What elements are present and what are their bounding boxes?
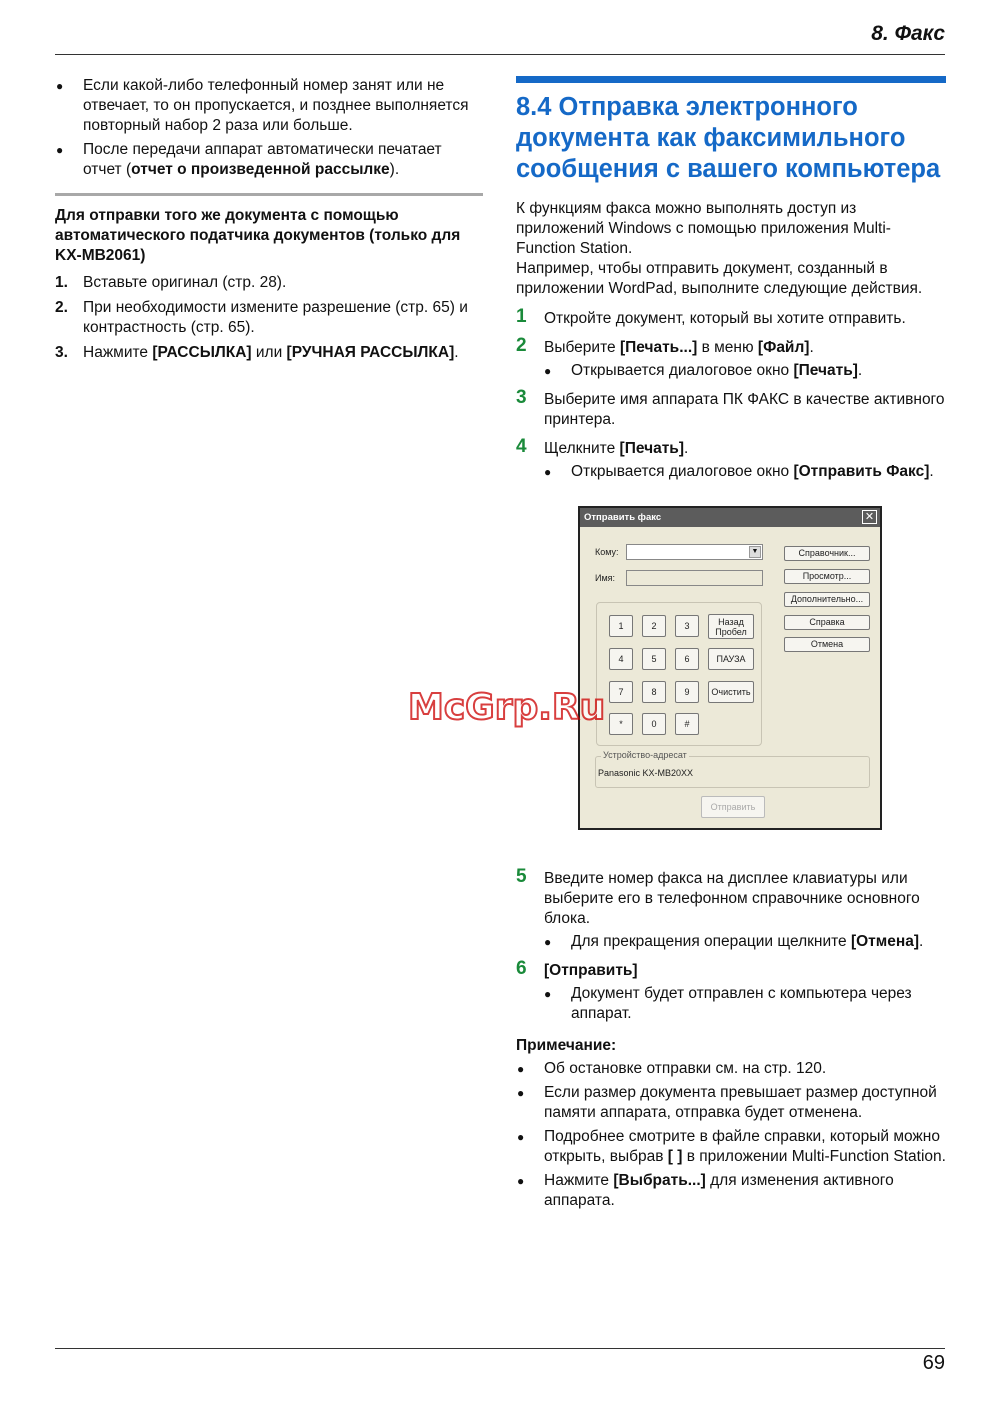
bullet-item: ● Если какой-либо телефонный номер занят или не отвечает, то он пропускается, и позднее выполняется повторный набор 2 раза или больше. — [55, 76, 483, 136]
key-hash[interactable]: # — [675, 713, 699, 735]
destination-group — [595, 750, 870, 788]
numbered-step: 2. При необходимости измените разрешение (стр. 65) и контрастность (стр. 65). — [55, 299, 468, 336]
key-4[interactable]: 4 — [609, 648, 633, 670]
help-button[interactable]: Справка — [784, 615, 870, 630]
key-7[interactable]: 7 — [609, 681, 633, 703]
watermark: McGrp.Ru — [408, 687, 606, 728]
step-sub-bullet: ● Открывается диалоговое окно [Отправить Факс]. — [516, 462, 946, 482]
step-sub-bullet: ● Для прекращения операции щелкните [Отмена]. — [516, 932, 946, 952]
help-icon: [ ] — [667, 1148, 683, 1165]
key-6[interactable]: 6 — [675, 648, 699, 670]
name-field[interactable] — [626, 570, 763, 586]
step-2: 2 Выберите [Печать...] в меню [Файл]. — [516, 335, 814, 356]
bullet-item: ● После передачи аппарат автоматически печатает отчет (отчет о произведенной рассылке). — [55, 140, 483, 180]
step-1: 1 Откройте документ, который вы хотите отправить. — [516, 306, 906, 327]
chevron-down-icon[interactable]: ▼ — [749, 546, 761, 558]
clear-button[interactable]: Очистить — [708, 681, 754, 703]
note-item: ● Нажмите [Выбрать...] для изменения активного аппарата. — [516, 1171, 946, 1211]
cancel-button[interactable]: Отмена — [784, 637, 870, 652]
send-fax-dialog — [578, 506, 882, 830]
step-sub-bullet: ● Документ будет отправлен с компьютера через аппарат. — [516, 984, 946, 1024]
step-6: 6 [Отправить] — [516, 958, 638, 979]
footer-rule — [55, 1348, 945, 1349]
page-header-title: 8. Факс — [871, 22, 945, 45]
to-label: Кому: — [595, 547, 619, 557]
section-title: 8.4 Отправка электронного документа как факсимильного сообщения с вашего компьютера — [516, 93, 941, 183]
numbered-step: 1. Вставьте оригинал (стр. 28). — [55, 274, 287, 291]
phonebook-button[interactable]: Справочник... — [784, 546, 870, 561]
close-icon[interactable]: ✕ — [862, 510, 877, 524]
preview-button[interactable]: Просмотр... — [784, 569, 870, 584]
key-5[interactable]: 5 — [642, 648, 666, 670]
key-3[interactable]: 3 — [675, 615, 699, 637]
key-0[interactable]: 0 — [642, 713, 666, 735]
key-star[interactable]: * — [609, 713, 633, 735]
note-item: ● Если размер документа превышает размер доступной памяти аппарата, отправка будет отменена. — [516, 1083, 946, 1123]
header-rule — [55, 54, 945, 55]
destination-legend: Устройство-адресат — [603, 750, 687, 760]
dialog-title: Отправить факс — [580, 508, 880, 527]
send-button[interactable]: Отправить — [701, 796, 765, 818]
section-rule — [516, 76, 946, 83]
advanced-button[interactable]: Дополнительно... — [784, 592, 870, 607]
pause-button[interactable]: ПАУЗА — [708, 648, 754, 670]
note-item: ● Подробнее смотрите в файле справки, который можно открыть, выбрав [ ] в приложении Multi-Function Station. — [516, 1127, 946, 1167]
intro-paragraph: Например, чтобы отправить документ, созданный в приложении WordPad, выполните следующие действия. — [516, 260, 923, 297]
subheading: Для отправки того же документа с помощью автоматического податчика документов (только для KX-MB2061) — [55, 207, 461, 264]
note-title: Примечание: — [516, 1037, 617, 1054]
numbered-step: 3. Нажмите [РАССЫЛКА] или [РУЧНАЯ РАССЫЛКА]. — [55, 344, 459, 361]
note-item: ● Об остановке отправки см. на стр. 120. — [516, 1059, 946, 1079]
backspace-button[interactable]: Назад Пробел — [708, 614, 754, 639]
key-9[interactable]: 9 — [675, 681, 699, 703]
key-8[interactable]: 8 — [642, 681, 666, 703]
key-1[interactable]: 1 — [609, 615, 633, 637]
left-column — [55, 76, 483, 368]
name-label: Имя: — [595, 573, 616, 583]
page-number: 69 — [922, 1352, 945, 1374]
destination-value: Panasonic KX-MB20XX — [598, 768, 694, 778]
step-4: 4 Щелкните [Печать]. — [516, 436, 689, 457]
key-2[interactable]: 2 — [642, 615, 666, 637]
to-combo[interactable] — [626, 544, 763, 560]
section-divider — [55, 193, 483, 196]
step-3: 3 Выберите имя аппарата ПК ФАКС в качестве активного принтера. — [516, 387, 945, 428]
step-sub-bullet: ● Открывается диалоговое окно [Печать]. — [516, 361, 946, 381]
intro-paragraph: К функциям факса можно выполнять доступ из приложений Windows с помощью приложения Multi-Function Station. — [516, 200, 891, 257]
step-5: 5 Введите номер факса на дисплее клавиатуры или выберите его в телефонном справочнике основного блока. — [516, 866, 920, 927]
